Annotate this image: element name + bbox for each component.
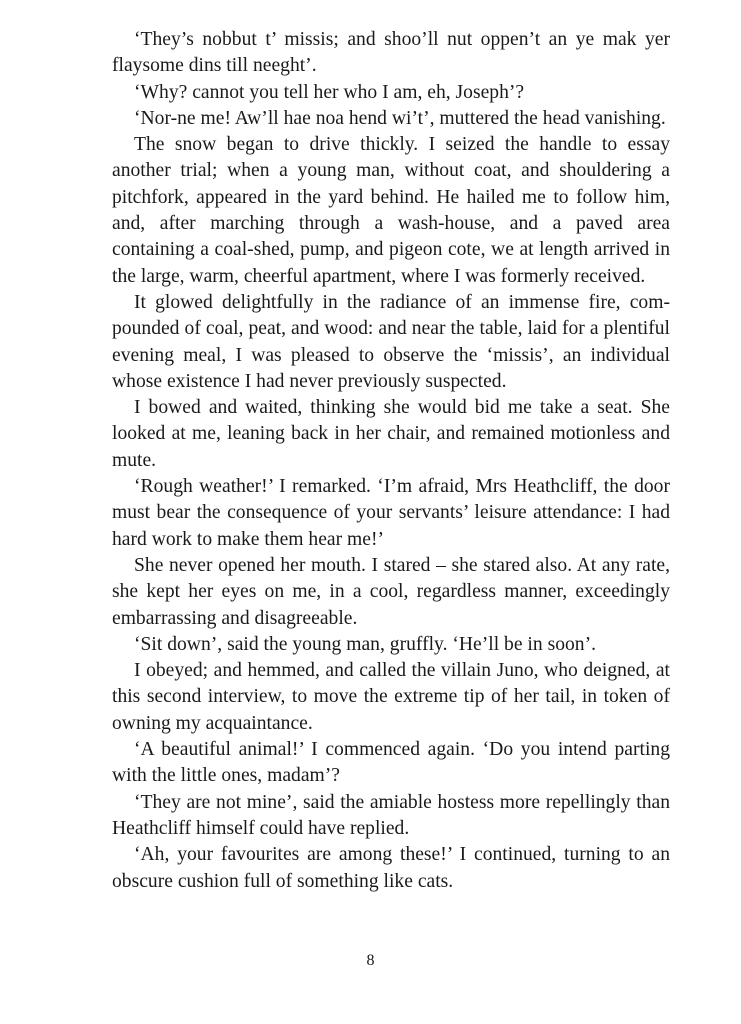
paragraph: The snow began to drive thickly. I seized the handle to essay another trial; when a young man, without coat, and shouldering a pitchfork, appeared in the yard behind. He hailed me to follow him, and, after marching through a wash-house, and a paved area containing a coal-shed, pump, and pigeon cote, we at length arrived in the large, warm, cheerful apartment, where I was formerly received. [112, 134, 670, 287]
paragraph: ‘Rough weather!’ I remarked. ‘I’m afraid, Mrs Heathcliff, the door must bear the consequence of your servants’ leisure attendance: I had hard work to make them hear me!’ [112, 476, 670, 550]
paragraph: ‘They’s nobbut t’ missis; and shoo’ll nut oppen’t an ye mak yer flaysome dins till neeght’. [112, 29, 670, 77]
paragraph: I bowed and waited, thinking she would bid me take a seat. She looked at me, leaning back in her chair, and remained motionless and mute. [112, 397, 670, 471]
page-number: 8 [366, 952, 375, 969]
paragraph: ‘Nor-ne me! Aw’ll hae noa hend wi’t’, muttered the head vanishing. [134, 107, 666, 129]
paragraph: ‘Why? cannot you tell her who I am, eh, Joseph’? [134, 81, 525, 103]
paragraph: ‘Ah, your favourites are among these!’ I continued, turning to an obscure cushion full of something like cats. [112, 844, 670, 892]
paragraph: ‘They are not mine’, said the amiable hostess more repellingly than Heathcliff himself could have replied. [112, 791, 670, 839]
paragraph: ‘A beautiful animal!’ I commenced again. ‘Do you intend parting with the little ones, madam’? [112, 739, 670, 787]
paragraph: I obeyed; and hemmed, and called the villain Juno, who deigned, at this second interview, to move the extreme tip of her tail, in token of owning my acquaintance. [112, 660, 670, 734]
paragraph: She never opened her mouth. I stared – she stared also. At any rate, she kept her eyes on me, in a cool, regardless manner, exceedingly embarrassing and disagreeable. [112, 554, 670, 629]
paragraph: ‘Sit down’, said the young man, gruffly. ‘He’ll be in soon’. [134, 633, 597, 655]
page-body [112, 27, 670, 895]
paragraph: It glowed delightfully in the radiance of an immense fire, compounded of coal, peat, and wood: and near the table, laid for a plentiful evening meal, I was pleased to observe the ‘missis’, an individual whose existence I had never previously suspected. [112, 291, 670, 392]
